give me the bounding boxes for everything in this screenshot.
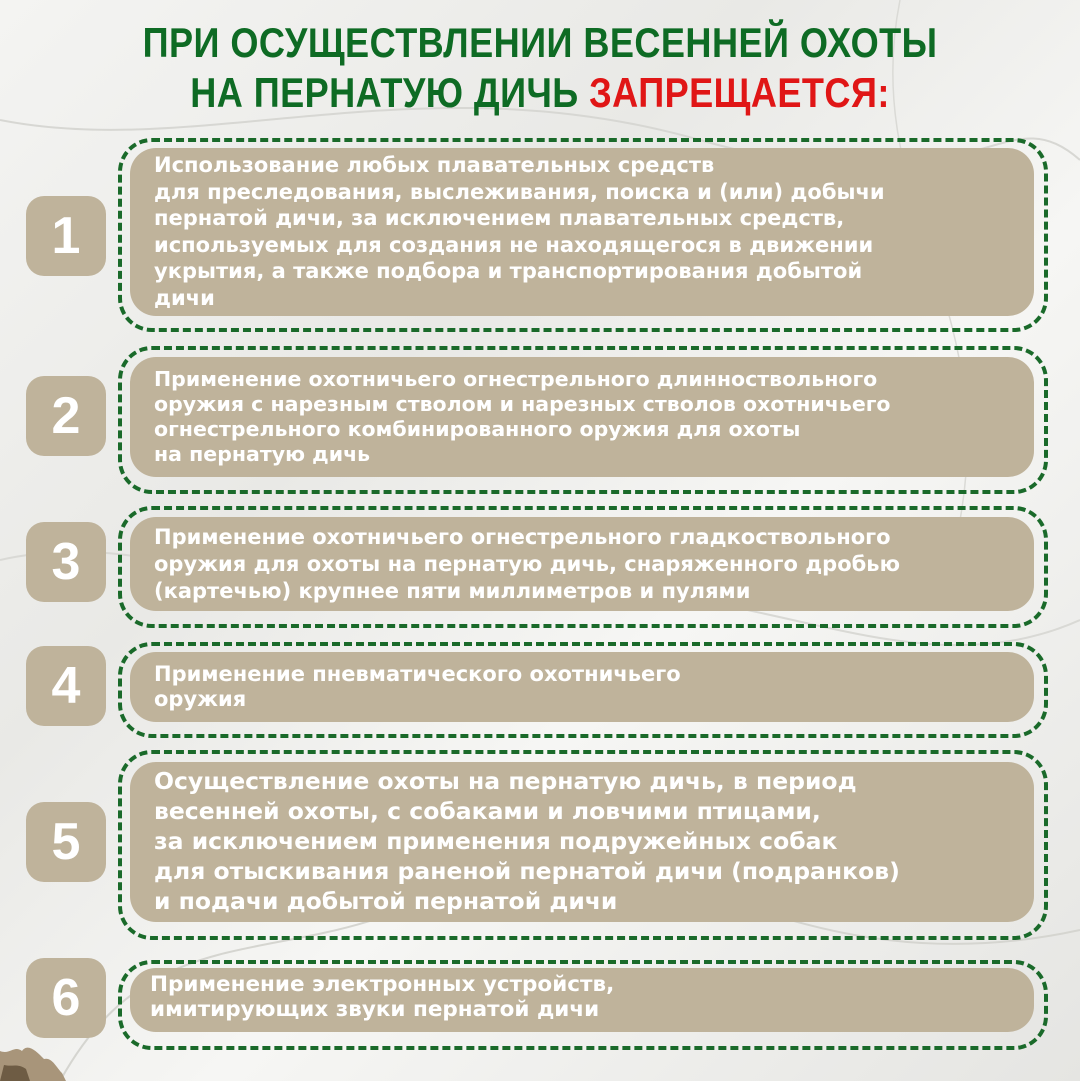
rule-text-line: Применение электронных устройств,	[150, 972, 615, 997]
rule-text-line: для преследования, выслеживания, поиска и (или) добычи	[154, 179, 885, 204]
rule-number-badge: 5	[26, 802, 106, 882]
rule-text-line: на пернатую дичь	[154, 442, 371, 466]
rule-text-line: и подачи добытой пернатой дичи	[154, 887, 618, 915]
rule-text-line: пернатой дичи, за исключением плавательных средств,	[154, 206, 845, 230]
rule-text	[154, 367, 1020, 467]
rule-text	[154, 524, 1020, 605]
rule-text	[154, 152, 1020, 311]
rule-text-line: Применение охотничьего огнестрельного гладкоствольного	[154, 525, 891, 549]
rule-text-line: оружия с нарезным стволом и нарезных стволов охотничьего	[154, 392, 891, 416]
rule-text-line: оружия для охоты на пернатую дичь, снаряженного дробью	[154, 552, 900, 576]
rule-text-line: имитирующих звуки пернатой дичи	[150, 997, 600, 1022]
rule-text-line: дичи	[154, 285, 215, 310]
rule-text-line: Осуществление охоты на пернатую дичь, в период	[154, 767, 857, 795]
rule-text	[150, 972, 1020, 1022]
title-line-2-green: НА ПЕРНАТУЮ ДИЧЬ	[190, 69, 590, 116]
rule-text-line: Применение пневматического охотничьего	[154, 662, 681, 686]
title-line-1: ПРИ ОСУЩЕСТВЛЕНИИ ВЕСЕННЕЙ ОХОТЫ	[142, 19, 938, 66]
rule-text	[154, 766, 1020, 916]
rule-text-line: Применение охотничьего огнестрельного длинноствольного	[154, 367, 878, 391]
rule-text-line: за исключением применения подружейных собак	[154, 827, 838, 855]
title-line-2	[76, 68, 1005, 118]
rule-text-line: Использование любых плавательных средств	[154, 153, 715, 177]
feather-decoration-icon	[0, 1021, 70, 1081]
rule-number-badge: 4	[26, 646, 106, 726]
rule-text-line: укрытия, а также подбора и транспортирования добытой	[154, 259, 863, 283]
title-forbidden-word: ЗАПРЕЩАЕТСЯ:	[589, 69, 890, 116]
rule-text-line: весенней охоты, с собаками и ловчими птицами,	[154, 797, 821, 825]
rule-text-line: для отыскивания раненой пернатой дичи (подранков)	[154, 857, 900, 885]
rule-number-badge: 6	[26, 958, 106, 1038]
rule-number-badge: 2	[26, 376, 106, 456]
rule-text-line: огнестрельного комбинированного оружия для охоты	[154, 417, 801, 441]
rule-number-badge: 1	[26, 196, 106, 276]
rule-text-line: используемых для создания не находящегося в движении	[154, 232, 874, 257]
page-title	[76, 18, 1005, 118]
rule-number-badge: 3	[26, 522, 106, 602]
rule-text-line: (картечью) крупнее пяти миллиметров и пулями	[154, 579, 751, 603]
rule-text-line: оружия	[154, 687, 247, 711]
rule-text	[154, 662, 1020, 712]
